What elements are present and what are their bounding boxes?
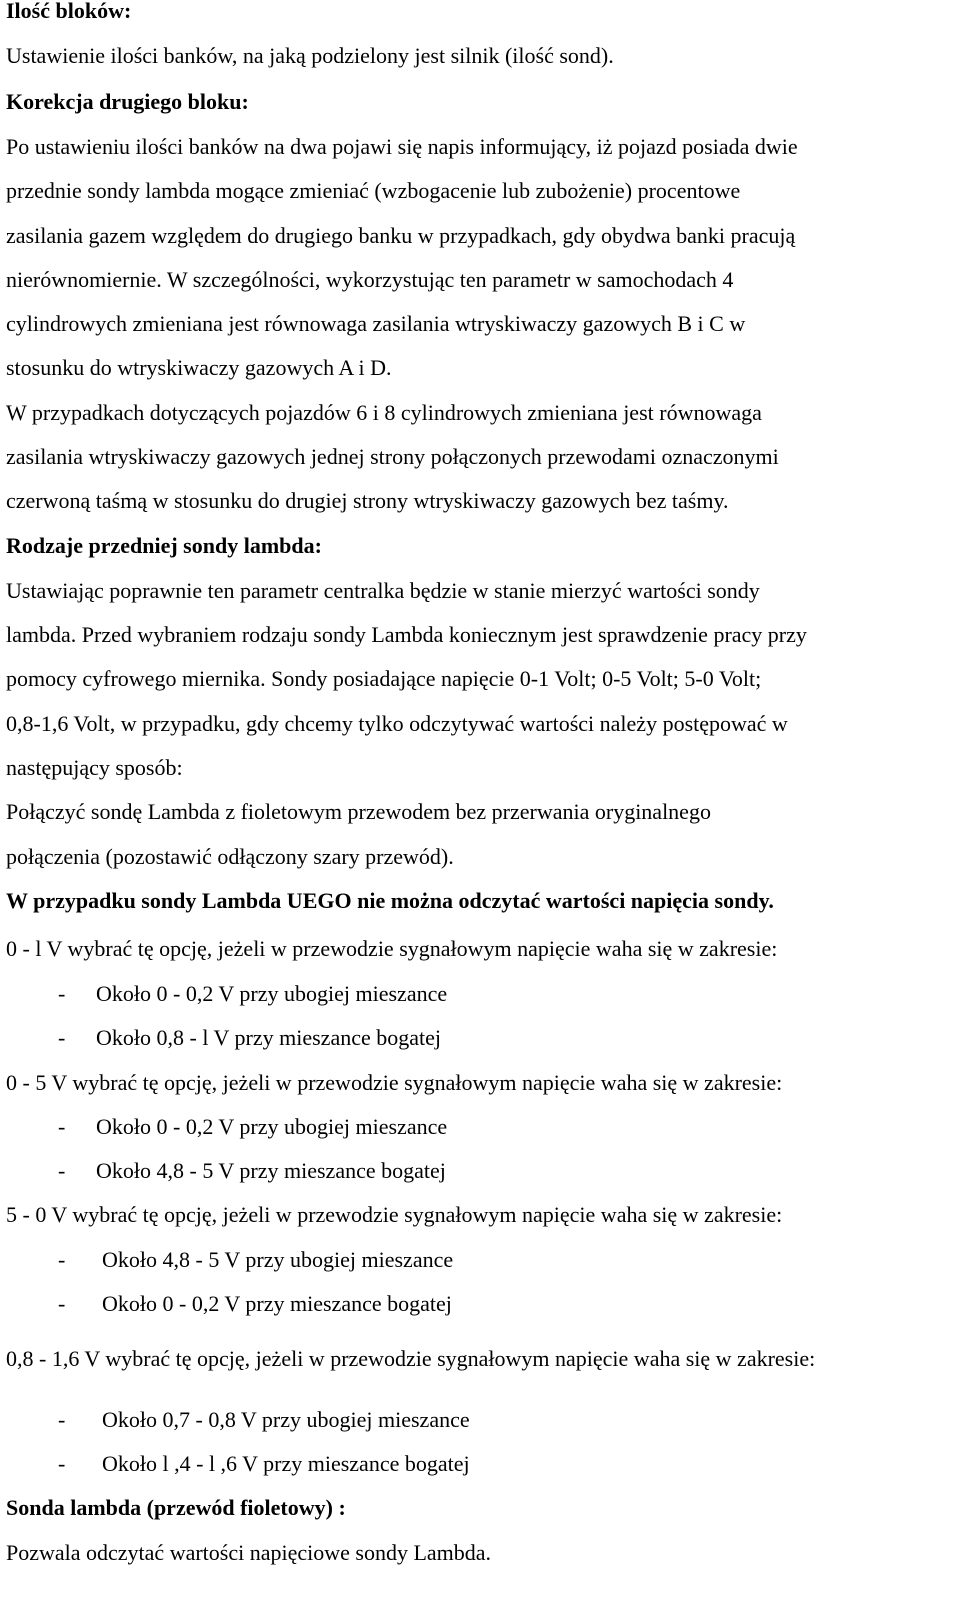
list-item-text: Około 4,8 - 5 V przy ubogiej mieszance <box>102 1247 454 1272</box>
bullet-dash: - <box>58 981 66 1006</box>
list-item-text: Około 0,7 - 0,8 V przy ubogiej mieszance <box>102 1407 470 1432</box>
paragraph-line: przednie sondy lambda mogące zmieniać (wzbogacenie lub zubożenie) procentowe <box>6 178 741 203</box>
paragraph-line: Pozwala odczytać wartości napięciowe sondy Lambda. <box>6 1540 492 1565</box>
list-item-text: Około 4,8 - 5 V przy mieszance bogatej <box>96 1158 446 1183</box>
list-item-text: Około 0 - 0,2 V przy mieszance bogatej <box>102 1291 452 1316</box>
heading-rodzaje: Rodzaje przedniej sondy lambda: <box>6 533 322 558</box>
heading-sonda-fioletowy: Sonda lambda (przewód fioletowy) : <box>6 1495 346 1520</box>
list-item-text: Około 0,8 - l V przy mieszance bogatej <box>96 1025 441 1050</box>
paragraph-line: 0,8-1,6 Volt, w przypadku, gdy chcemy tylko odczytywać wartości należy postępować w <box>6 711 788 736</box>
list-item <box>58 1245 453 1275</box>
bullet-dash: - <box>58 1407 66 1432</box>
paragraph-line: zasilania gazem względem do drugiego banku w przypadkach, gdy obydwa banki pracują <box>6 223 796 248</box>
bullet-dash: - <box>58 1158 66 1183</box>
list-item <box>58 1289 452 1319</box>
list-item-text: Około 0 - 0,2 V przy ubogiej mieszance <box>96 981 448 1006</box>
list-item <box>58 1112 447 1142</box>
list-item <box>58 1405 470 1435</box>
option-intro-0-5v: 0 - 5 V wybrać tę opcję, jeżeli w przewodzie sygnałowym napięcie waha się w zakresie: <box>6 1070 783 1095</box>
list-item <box>58 1449 470 1479</box>
paragraph-line: Ustawienie ilości banków, na jaką podzielony jest silnik (ilość sond). <box>6 43 614 68</box>
paragraph-line: Połączyć sondę Lambda z fioletowym przewodem bez przerwania oryginalnego <box>6 799 711 824</box>
uego-warning: W przypadku sondy Lambda UEGO nie można odczytać wartości napięcia sondy. <box>6 888 774 913</box>
bullet-dash: - <box>58 1025 66 1050</box>
heading-korekcja: Korekcja drugiego bloku: <box>6 89 249 114</box>
list-item <box>58 979 447 1009</box>
paragraph-line: Po ustawieniu ilości banków na dwa pojawi się napis informujący, iż pojazd posiada dwie <box>6 134 798 159</box>
list-item <box>58 1156 446 1186</box>
option-intro-5-0v: 5 - 0 V wybrać tę opcję, jeżeli w przewodzie sygnałowym napięcie waha się w zakresie: <box>6 1202 783 1227</box>
paragraph-line: stosunku do wtryskiwaczy gazowych A i D. <box>6 355 392 380</box>
paragraph-line: W przypadkach dotyczących pojazdów 6 i 8 cylindrowych zmieniana jest równowaga <box>6 400 762 425</box>
bullet-dash: - <box>58 1114 66 1139</box>
paragraph-line: lambda. Przed wybraniem rodzaju sondy Lambda koniecznym jest sprawdzenie pracy przy <box>6 622 807 647</box>
paragraph-line: pomocy cyfrowego miernika. Sondy posiadające napięcie 0-1 Volt; 0-5 Volt; 5-0 Volt; <box>6 666 762 691</box>
bullet-dash: - <box>58 1247 66 1272</box>
paragraph-line: czerwoną taśmą w stosunku do drugiej strony wtryskiwaczy gazowych bez taśmy. <box>6 488 729 513</box>
list-item-text: Około 0 - 0,2 V przy ubogiej mieszance <box>96 1114 448 1139</box>
paragraph-line: następujący sposób: <box>6 755 183 780</box>
paragraph-line: połączenia (pozostawić odłączony szary przewód). <box>6 844 454 869</box>
option-intro-08-16v: 0,8 - 1,6 V wybrać tę opcję, jeżeli w przewodzie sygnałowym napięcie waha się w zakresie: <box>6 1346 816 1371</box>
bullet-dash: - <box>58 1291 66 1316</box>
list-item-text: Około l ,4 - l ,6 V przy mieszance bogatej <box>102 1451 470 1476</box>
paragraph-line: zasilania wtryskiwaczy gazowych jednej strony połączonych przewodami oznaczonymi <box>6 444 779 469</box>
bullet-dash: - <box>58 1451 66 1476</box>
option-intro-0-1v: 0 - l V wybrać tę opcję, jeżeli w przewodzie sygnałowym napięcie waha się w zakresie: <box>6 936 778 961</box>
heading-ilosc-blokow: Ilość bloków: <box>6 0 132 23</box>
paragraph-line: cylindrowych zmieniana jest równowaga zasilania wtryskiwaczy gazowych B i C w <box>6 311 746 336</box>
paragraph-line: nierównomiernie. W szczególności, wykorzystując ten parametr w samochodach 4 <box>6 267 734 292</box>
list-item <box>58 1023 441 1053</box>
paragraph-line: Ustawiając poprawnie ten parametr centralka będzie w stanie mierzyć wartości sondy <box>6 578 760 603</box>
